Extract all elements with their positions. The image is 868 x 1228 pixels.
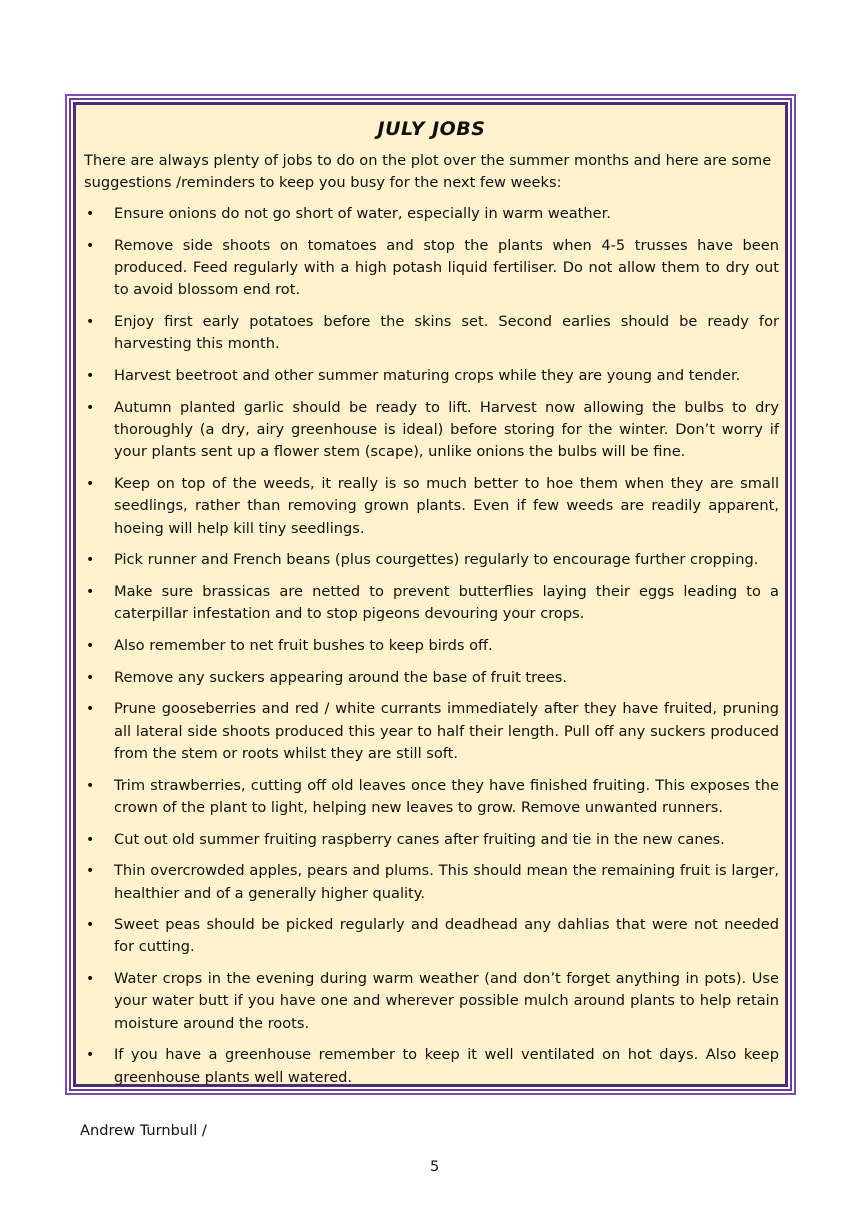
- job-text: Enjoy first early potatoes before the skins set. Second earlies should be ready for harvesting this month.: [114, 312, 779, 353]
- job-list-item: [84, 698, 779, 765]
- job-text: Pick runner and French beans (plus courgettes) regularly to encourage further cropping.: [114, 551, 759, 569]
- bullet-icon: •: [86, 475, 95, 492]
- jobs-list: [84, 203, 779, 1089]
- bullet-icon: •: [86, 669, 95, 686]
- job-text: Sweet peas should be picked regularly and deadhead any dahlias that were not needed for cutting.: [114, 916, 779, 956]
- bullet-icon: •: [86, 831, 95, 848]
- job-list-item: [84, 1044, 779, 1089]
- job-list-item: [84, 203, 779, 225]
- bullet-icon: •: [86, 237, 95, 254]
- job-list-item: [84, 235, 779, 302]
- job-list-item: [84, 311, 779, 356]
- july-jobs-panel: [65, 94, 796, 1095]
- job-list-item: [84, 860, 779, 905]
- bullet-icon: •: [86, 863, 95, 880]
- panel-border-middle: [69, 98, 792, 1091]
- job-text: Harvest beetroot and other summer maturing crops while they are young and tender.: [114, 366, 741, 384]
- job-list-item: [84, 775, 779, 820]
- job-text: Cut out old summer fruiting raspberry canes after fruiting and tie in the new canes.: [114, 830, 725, 848]
- bullet-icon: •: [86, 313, 95, 330]
- job-text: Autumn planted garlic should be ready to lift. Harvest now allowing the bulbs to dry thoroughly (a dry, airy greenhouse is ideal) before storing for the winter. Don’t worry if your plants sent up a flower stem (scape), unlike onions the bulbs will be fine.: [114, 398, 779, 461]
- job-list-item: [84, 667, 779, 689]
- job-text: Prune gooseberries and red / white currants immediately after they have fruited, pruning all lateral side shoots produced this year to half their length. Pull off any suckers produced from the stem or roots whilst they are still soft.: [114, 700, 779, 762]
- bullet-icon: •: [86, 583, 95, 600]
- job-text: Thin overcrowded apples, pears and plums. This should mean the remaining fruit is larger, healthier and of a generally higher quality.: [114, 862, 779, 902]
- job-list-item: [84, 968, 779, 1035]
- job-list-item: [84, 914, 779, 959]
- job-text: Remove any suckers appearing around the base of fruit trees.: [114, 668, 568, 686]
- panel-title: JULY JOBS: [377, 118, 486, 140]
- bullet-icon: •: [86, 367, 95, 384]
- page-number: 5: [430, 1158, 440, 1175]
- bullet-icon: •: [86, 917, 95, 934]
- job-list-item: [84, 829, 779, 851]
- job-list-item: [84, 549, 779, 571]
- job-text: Water crops in the evening during warm weather (and don’t forget anything in pots). Use your water butt if you have one and wherever possible mulch around plants to help retain moisture around the roots.: [114, 970, 779, 1032]
- bullet-icon: •: [86, 637, 95, 654]
- bullet-icon: •: [86, 399, 95, 416]
- bullet-icon: •: [86, 552, 95, 569]
- job-text: Also remember to net fruit bushes to keep birds off.: [114, 636, 493, 654]
- job-list-item: [84, 473, 779, 540]
- footer-author: Andrew Turnbull /: [80, 1122, 207, 1139]
- panel-content: [73, 102, 788, 1087]
- job-list-item: [84, 635, 779, 657]
- job-list-item: [84, 397, 779, 464]
- job-list-item: [84, 581, 779, 626]
- job-text: Keep on top of the weeds, it really is so much better to hoe them when they are small seedlings, rather than removing grown plants. Even if few weeds are readily apparent, hoeing will help kill tiny seedlings.: [114, 474, 779, 537]
- job-text: Make sure brassicas are netted to prevent butterflies laying their eggs leading to a caterpillar infestation and to stop pigeons devouring your crops.: [114, 582, 779, 623]
- bullet-icon: •: [86, 971, 95, 988]
- job-text: Ensure onions do not go short of water, especially in warm weather.: [114, 205, 611, 222]
- job-text: Trim strawberries, cutting off old leaves once they have finished fruiting. This exposes the crown of the plant to light, helping new leaves to grow. Remove unwanted runners.: [114, 776, 779, 816]
- bullet-icon: •: [86, 206, 95, 222]
- job-text: If you have a greenhouse remember to keep it well ventilated on hot days. Also keep greenhouse plants well watered.: [114, 1046, 779, 1086]
- bullet-icon: •: [86, 777, 95, 794]
- bullet-icon: •: [86, 701, 95, 718]
- bullet-icon: •: [86, 1047, 95, 1064]
- intro-paragraph: There are always plenty of jobs to do on the plot over the summer months and here are some suggestions /reminders to keep you busy for the next few weeks:: [84, 152, 772, 191]
- job-list-item: [84, 365, 779, 387]
- job-text: Remove side shoots on tomatoes and stop the plants when 4-5 trusses have been produced. Feed regularly with a high potash liquid fertiliser. Do not allow them to dry out to avoid blossom end rot.: [114, 236, 779, 299]
